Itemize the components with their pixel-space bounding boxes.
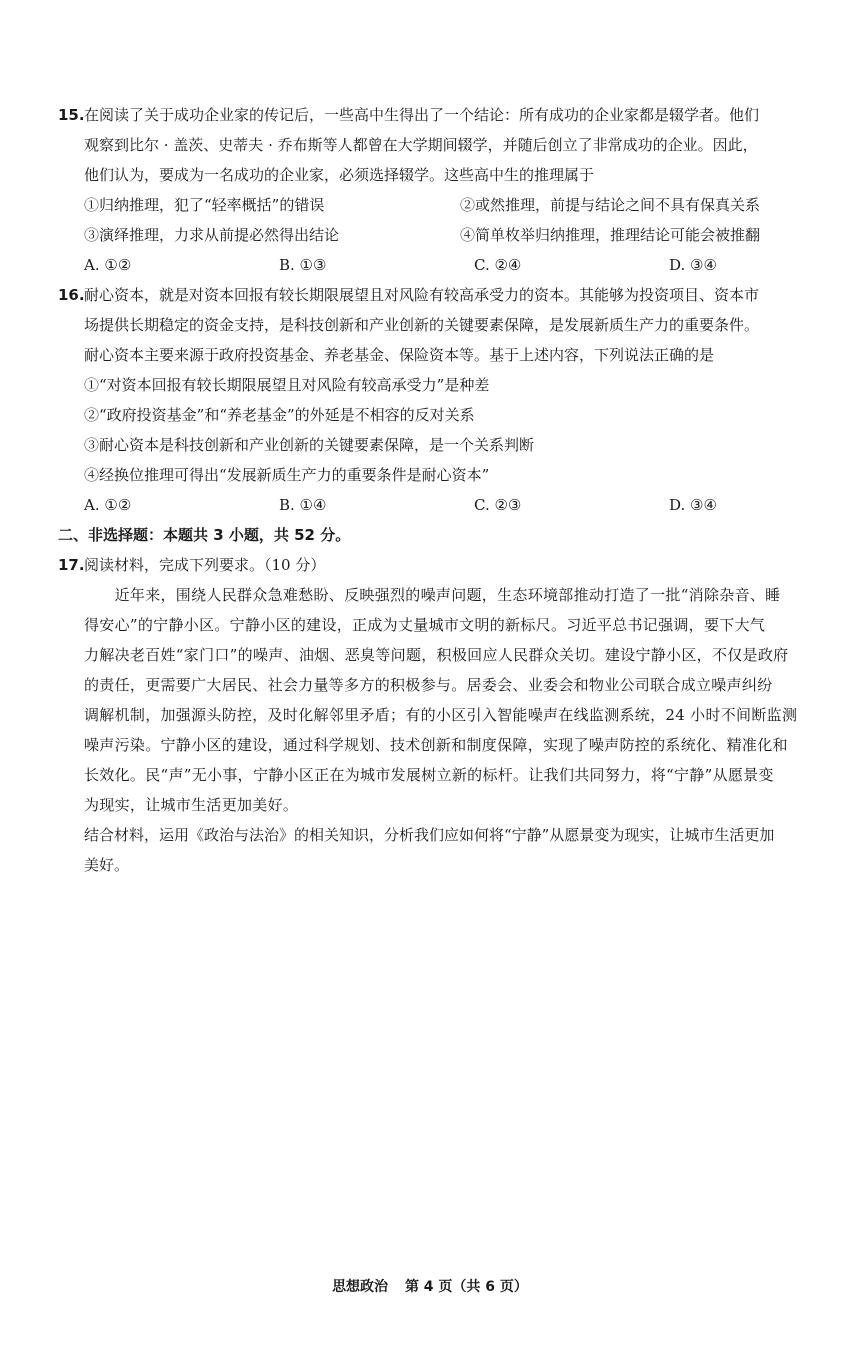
choice-a: A. ①② — [84, 256, 132, 274]
material-line: 长效化。民“声”无小事，宁静小区正在为城市发展树立新的标杆。让我们共同努力，将“宁静”从愿景变 — [84, 766, 774, 784]
statement-2: ②或然推理，前提与结论之间不具有保真关系 — [460, 196, 761, 214]
question-16-stem-line-3: 耐心资本主要来源于政府投资基金、养老基金、保险资本等。基于上述内容，下列说法正确的是 — [84, 346, 715, 364]
material-line: 得安心”的宁静小区。宁静小区的建设，正成为丈量城市文明的新标尺。习近平总书记强调，要下大气 — [84, 616, 766, 634]
statement-2: ②“政府投资基金”和“养老基金”的外延是不相容的反对关系 — [84, 406, 475, 424]
footer-page-number: 第 4 页（共 6 页） — [404, 1279, 528, 1295]
choice-c: C. ②③ — [474, 496, 522, 514]
section-2-heading: 二、非选择题：本题共 3 小题，共 52 分。 — [58, 526, 351, 544]
material-line: 为现实，让城市生活更加美好。 — [84, 796, 299, 814]
choice-c: C. ②④ — [474, 256, 522, 274]
statement-1: ①归纳推理，犯了“轻率概括”的错误 — [84, 196, 325, 214]
material-line: 力解决老百姓“家门口”的噪声、油烟、恶臭等问题，积极回应人民群众关切。建设宁静小区，不仅是政府 — [84, 646, 789, 664]
footer-subject: 思想政治 — [332, 1279, 389, 1295]
question-17-instruction-line: 17.阅读材料，完成下列要求。（10 分） — [58, 550, 810, 580]
statement-4: ④简单枚举归纳推理，推理结论可能会被推翻 — [460, 226, 761, 244]
question-15-choices — [58, 250, 810, 280]
question-15-statements-row-1 — [58, 190, 810, 220]
material-line: 调解机制，加强源头防控，及时化解邻里矛盾；有的小区引入智能噪声在线监测系统，24 小时不间断监测 — [84, 706, 798, 724]
material-line: 的责任，更需要广大居民、社会力量等多方的积极参与。居委会、业委会和物业公司联合成立噪声纠纷 — [84, 676, 773, 694]
choice-d: D. ③④ — [669, 496, 717, 514]
question-15-number: 15. — [58, 106, 85, 124]
material-line: 近年来，围绕人民群众急难愁盼、反映强烈的噪声问题，生态环境部推动打造了一批“消除杂音、睡 — [84, 586, 781, 604]
statement-4: ④经换位推理可得出“发展新质生产力的重要条件是耐心资本” — [84, 466, 490, 484]
choice-d: D. ③④ — [669, 256, 717, 274]
question-16-choices — [58, 490, 810, 520]
choice-b: B. ①③ — [279, 256, 327, 274]
question-15-stem-line-2: 观察到比尔 · 盖茨、史蒂夫 · 乔布斯等人都曾在大学期间辍学，并随后创立了非常成功的企业。因此， — [84, 136, 758, 154]
question-15-statements-row-2 — [58, 220, 810, 250]
statement-3: ③耐心资本是科技创新和产业创新的关键要素保障，是一个关系判断 — [84, 436, 535, 454]
choice-a: A. ①② — [84, 496, 132, 514]
statement-3: ③演绎推理，力求从前提必然得出结论 — [84, 226, 340, 244]
question-16-stem-line-1: 16.耐心资本，就是对资本回报有较长期限展望且对风险有较高承受力的资本。其能够为投资项目、资本市 — [58, 280, 810, 310]
question-15-stem-line-1: 15.在阅读了关于成功企业家的传记后，一些高中生得出了一个结论：所有成功的企业家都是辍学者。他们 — [58, 100, 810, 130]
question-17-prompt-line-1: 结合材料，运用《政治与法治》的相关知识，分析我们应如何将“宁静”从愿景变为现实，让城市生活更加 — [84, 826, 775, 844]
choice-b: B. ①④ — [279, 496, 327, 514]
page-footer — [0, 1276, 860, 1296]
question-17 — [58, 550, 810, 880]
question-17-material — [58, 580, 810, 820]
question-15-stem-line-3: 他们认为，要成为一名成功的企业家，必须选择辍学。这些高中生的推理属于 — [84, 166, 595, 184]
question-16-number: 16. — [58, 286, 85, 304]
question-16-stem-line-2: 场提供长期稳定的资金支持，是科技创新和产业创新的关键要素保障，是发展新质生产力的重要条件。 — [84, 316, 760, 334]
question-17-prompt-line-2: 美好。 — [84, 856, 130, 874]
statement-1: ①“对资本回报有较长期限展望且对风险有较高承受力”是种差 — [84, 376, 490, 394]
material-line: 噪声污染。宁静小区的建设，通过科学规划、技术创新和制度保障，实现了噪声防控的系统化、精准化和 — [84, 736, 788, 754]
question-17-number: 17. — [58, 556, 85, 574]
question-16 — [58, 280, 810, 520]
question-15 — [58, 100, 810, 280]
